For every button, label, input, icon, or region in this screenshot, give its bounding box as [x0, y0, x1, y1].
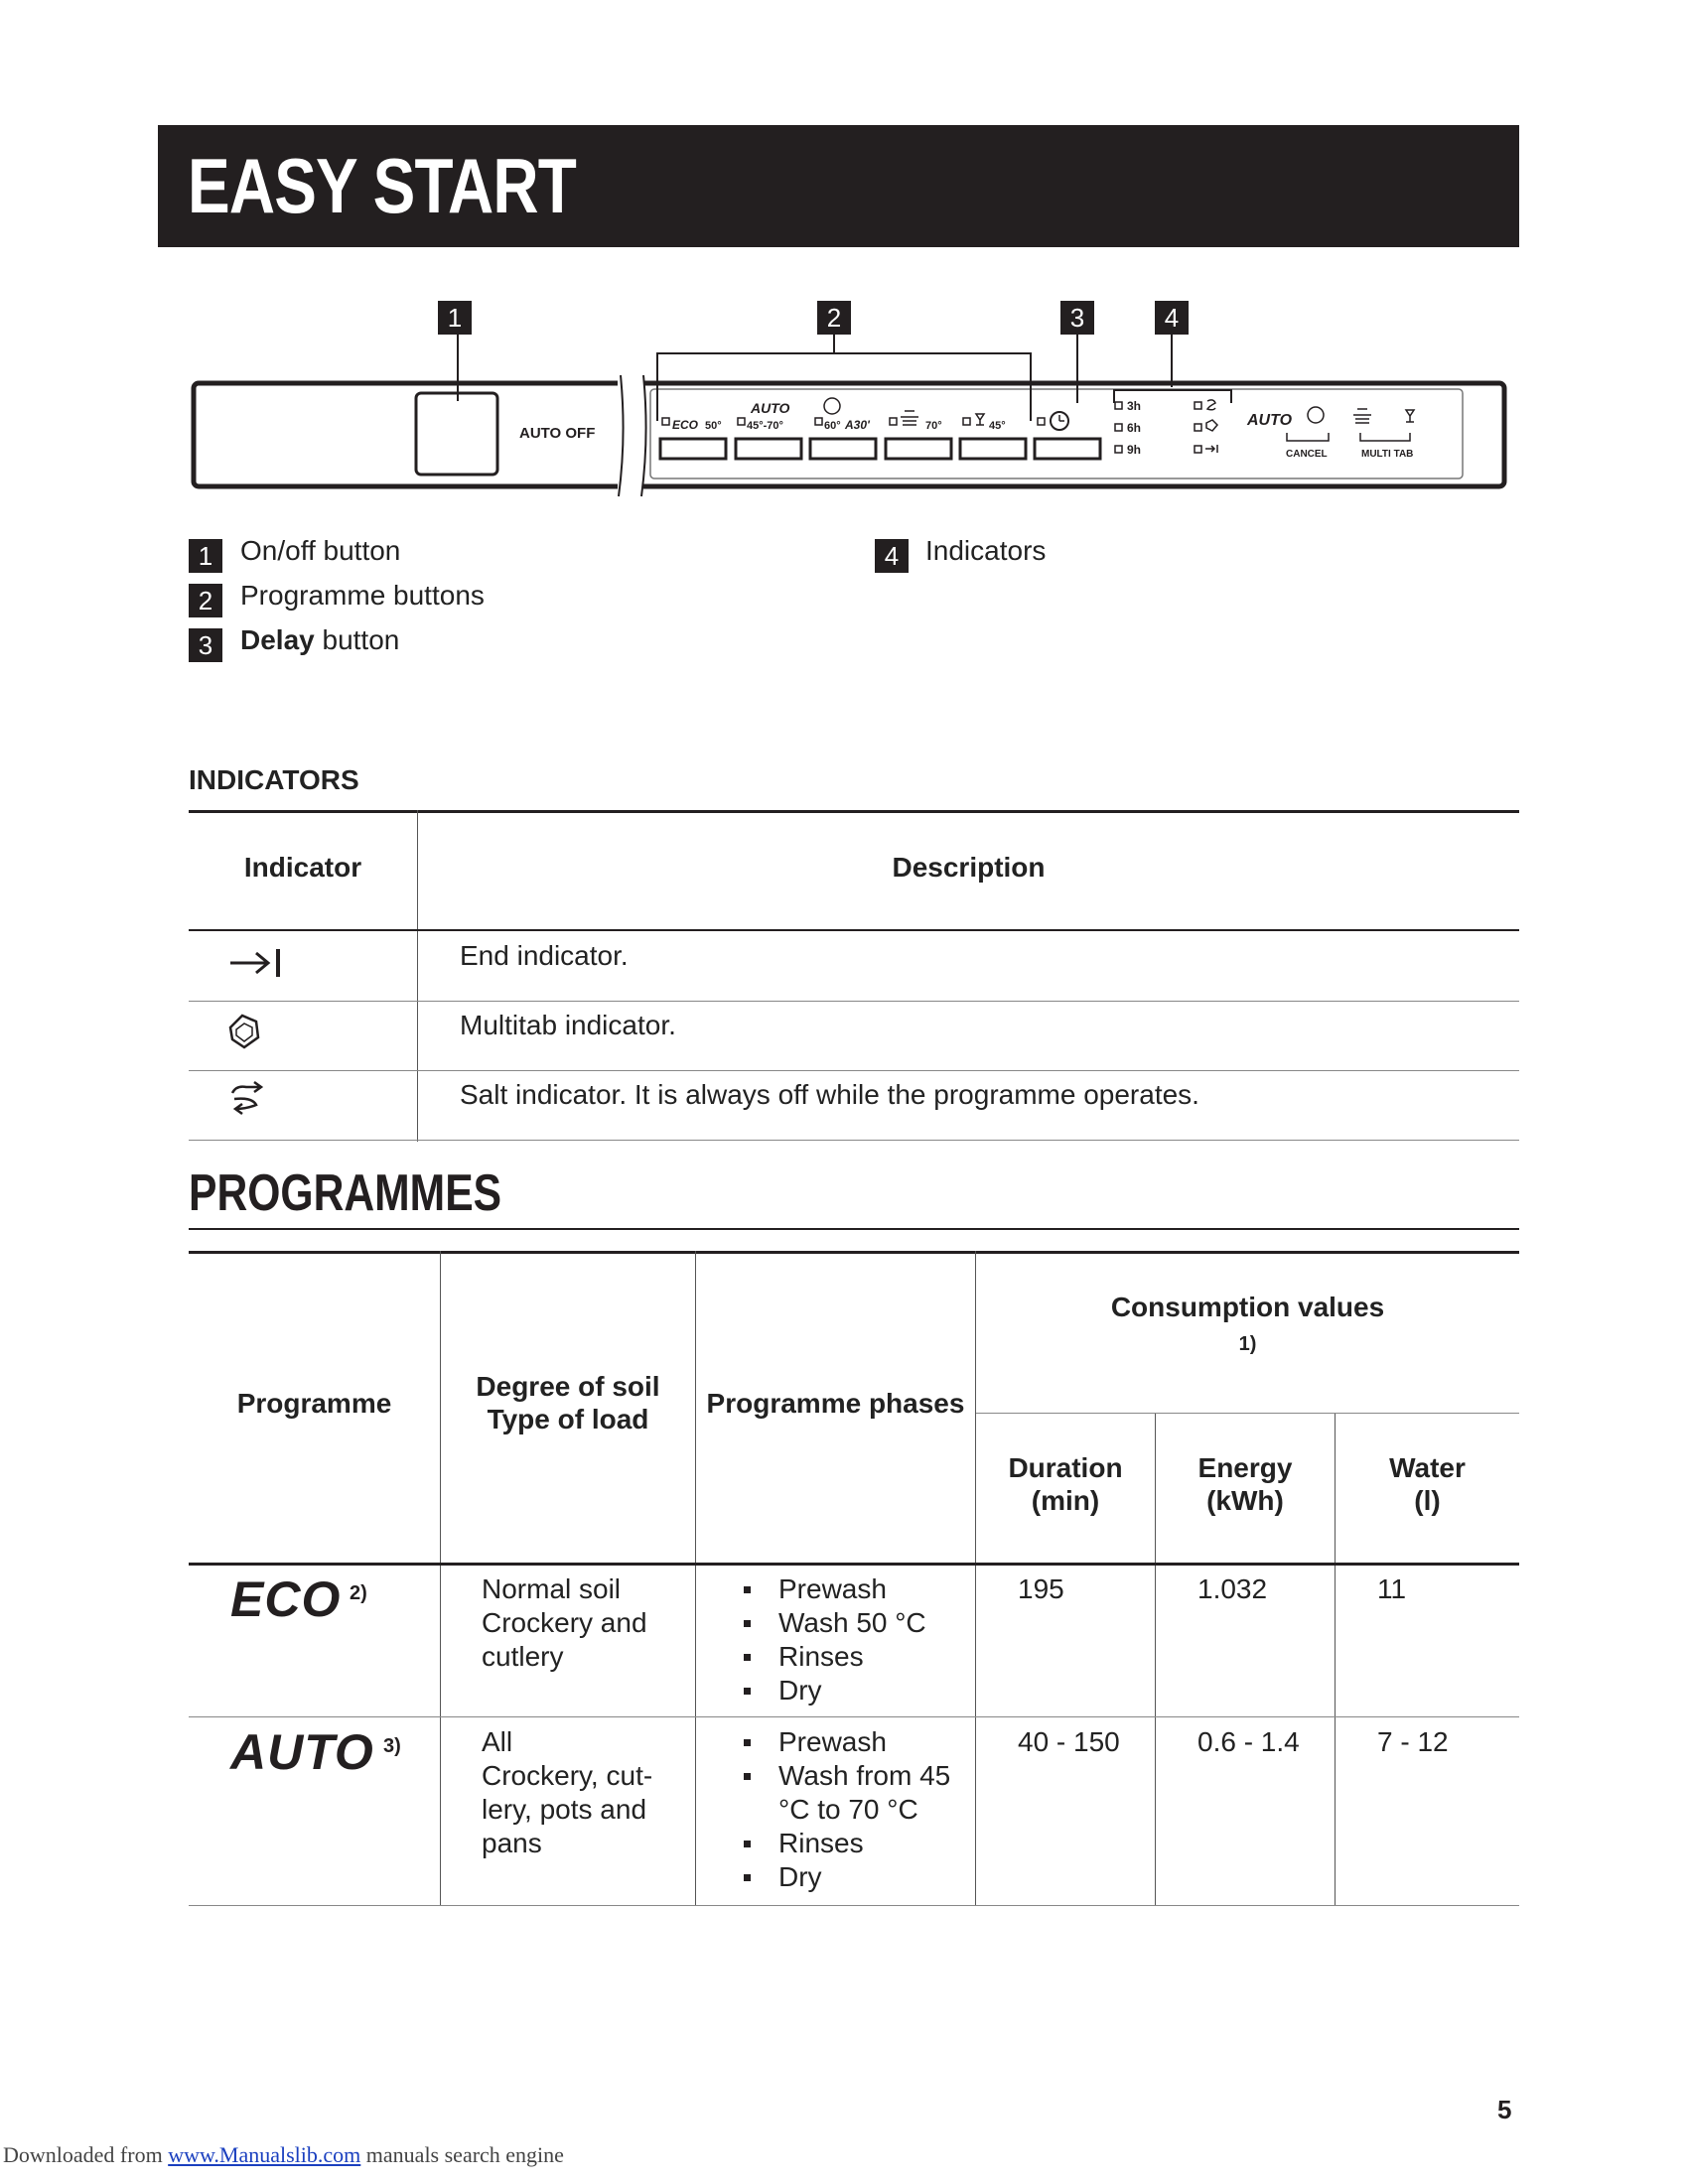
programmes-header-rule: [189, 1563, 1519, 1566]
auto-soil-3: lery, pots and: [482, 1794, 647, 1825]
col-programme: Programme: [236, 1388, 392, 1419]
panel-multitab-label: MULTI TAB: [1361, 449, 1414, 460]
auto-phase-2: Wash from 45: [737, 1759, 950, 1793]
panel-salt-icon: [1207, 400, 1215, 410]
programmes-table-bottom: [189, 1905, 1519, 1906]
col-soil-line1: Degree of soil: [476, 1371, 660, 1402]
end-arrow-icon: [226, 943, 286, 983]
footer-suffix: manuals search engine: [360, 2142, 564, 2167]
col-water-line2: (l): [1414, 1485, 1441, 1516]
callout-1: 1: [438, 301, 472, 335]
prog-col-divider-2: [695, 1251, 696, 1906]
eco-water: 11: [1377, 1573, 1407, 1604]
consumption-subheader-rule: [976, 1413, 1519, 1414]
callout-4: 4: [1155, 301, 1189, 335]
programmes-heading-rule: [189, 1228, 1519, 1230]
programme-button-eco: [660, 439, 726, 459]
programme-button-intensive: [886, 439, 951, 459]
programme-auto-note: 3): [383, 1735, 401, 1757]
legend-num-1: 1: [189, 539, 222, 573]
col-consumption: Consumption values: [1110, 1292, 1385, 1322]
panel-cancel-label: CANCEL: [1286, 449, 1328, 460]
col-energy-line1: Energy: [1197, 1452, 1293, 1483]
eco-duration: 195: [1018, 1573, 1064, 1604]
legend-num-4: 4: [875, 539, 909, 573]
eco-phase-3: Rinses: [737, 1640, 926, 1674]
page-number: 5: [1497, 2095, 1512, 2124]
panel-eco-temp: 50°: [705, 420, 722, 432]
legend-num-3: 3: [189, 628, 222, 662]
indicator-desc-multitab: Multitab indicator.: [460, 1010, 676, 1040]
eco-phase-2: Wash 50 °C: [737, 1606, 926, 1640]
legend-num-2: 2: [189, 584, 222, 617]
panel-intensive-temp: 70°: [925, 420, 942, 432]
auto-phase-3: Rinses: [737, 1827, 950, 1860]
panel-end-icon: [1205, 445, 1217, 453]
delay-9h-label: 9h: [1127, 443, 1142, 457]
footer-prefix: Downloaded from: [3, 2142, 169, 2167]
page-title: EASY START: [188, 142, 577, 229]
eco-phase-1: Prewash: [737, 1572, 926, 1606]
programmes-heading: PROGRAMMES: [189, 1164, 502, 1222]
callout-3: 3: [1060, 301, 1094, 335]
indicator-desc-salt: Salt indicator. It is always off while the programme operates.: [460, 1079, 1199, 1110]
col-phases: Programme phases: [706, 1388, 965, 1419]
multitab-icon: [224, 1010, 268, 1053]
download-footer: [3, 2142, 564, 2168]
multitab-pot-icon: [1353, 409, 1371, 423]
panel-quick-logo: A30': [845, 418, 870, 432]
control-panel-diagram: [0, 0, 1688, 516]
legend-label-3-rest: button: [314, 624, 400, 655]
eco-soil-3: cutlery: [482, 1641, 564, 1672]
programme-eco-logo: ECO: [230, 1571, 342, 1627]
eco-phase-4: Dry: [737, 1674, 926, 1707]
indicator-desc-end: End indicator.: [460, 940, 629, 971]
salt-icon: [226, 1079, 270, 1123]
legend-label-2: Programme buttons: [240, 580, 485, 611]
programme-button-auto: [736, 439, 801, 459]
programmes-table-top: [189, 1251, 1519, 1254]
panel-right-auto-label: AUTO: [1247, 412, 1293, 429]
on-off-button-shape: [416, 393, 497, 475]
delay-3h-label: 3h: [1127, 399, 1142, 413]
indicators-table-top: [189, 810, 1519, 813]
callout-2: 2: [817, 301, 851, 335]
auto-soil-1: All: [482, 1726, 513, 1757]
cancel-clock-icon: [1308, 407, 1324, 423]
panel-quick-temp: 60°: [824, 420, 841, 432]
indicators-col-description: Description: [892, 852, 1046, 883]
auto-water: 7 - 12: [1377, 1726, 1449, 1757]
indicators-row-rule-1: [189, 1001, 1519, 1002]
programme-eco-note: 2): [350, 1582, 367, 1604]
programme-button-quick: [810, 439, 876, 459]
panel-outline: [194, 383, 1504, 486]
panel-auto-temp: 45°-70°: [747, 420, 783, 432]
panel-auto-label: AUTO: [751, 400, 790, 416]
eco-phases-list: [737, 1572, 926, 1707]
auto-phase-4: Dry: [737, 1860, 950, 1894]
col-duration-line1: Duration: [1008, 1452, 1123, 1483]
eco-energy: 1.032: [1197, 1573, 1268, 1604]
auto-soil-2: Crockery, cut-: [482, 1760, 653, 1791]
programmes-row-rule-1: [189, 1716, 1519, 1717]
auto-duration: 40 - 150: [1018, 1726, 1120, 1757]
legend-label-3: [240, 623, 399, 657]
intensive-pot-icon: [901, 411, 918, 425]
indicators-col-indicator: Indicator: [243, 852, 362, 883]
glass-icon: [976, 414, 984, 425]
panel-eco-label: ECO: [672, 418, 699, 432]
eco-soil-1: Normal soil: [482, 1573, 622, 1604]
auto-soil-4: pans: [482, 1828, 542, 1858]
programme-button-glass: [960, 439, 1026, 459]
multitab-glass-icon: [1406, 410, 1414, 422]
legend-label-3-bold: Delay: [240, 624, 315, 655]
indicators-header-rule: [189, 929, 1519, 931]
auto-energy: 0.6 - 1.4: [1197, 1726, 1300, 1757]
col-duration-line2: (min): [1031, 1485, 1100, 1516]
panel-multitab-icon: [1206, 420, 1217, 431]
panel-glass-temp: 45°: [989, 420, 1006, 432]
auto-phase-1: Prewash: [737, 1725, 950, 1759]
indicators-heading: INDICATORS: [189, 764, 359, 795]
col-energy-line2: (kWh): [1206, 1485, 1284, 1516]
programme-auto-logo: AUTO: [230, 1724, 374, 1780]
delay-button-shape: [1035, 439, 1100, 459]
prog-col-divider-1: [440, 1251, 441, 1906]
manualslib-link[interactable]: www.Manualslib.com: [168, 2142, 361, 2167]
legend-label-1: On/off button: [240, 535, 401, 566]
eco-soil-2: Crockery and: [482, 1607, 647, 1638]
indicators-row-rule-2: [189, 1070, 1519, 1071]
col-consumption-note: 1): [1238, 1333, 1257, 1355]
indicators-table-bottom: [189, 1140, 1519, 1141]
delay-6h-label: 6h: [1127, 421, 1142, 435]
auto-phases-list: [737, 1725, 950, 1894]
quick-clock-icon: [824, 398, 840, 414]
auto-off-label: AUTO OFF: [519, 425, 596, 442]
col-soil-line2: Type of load: [487, 1404, 649, 1434]
col-water-line1: Water: [1389, 1452, 1466, 1483]
auto-phase-2-cont: °C to 70 °C: [778, 1794, 918, 1825]
legend-label-4: Indicators: [925, 535, 1047, 566]
